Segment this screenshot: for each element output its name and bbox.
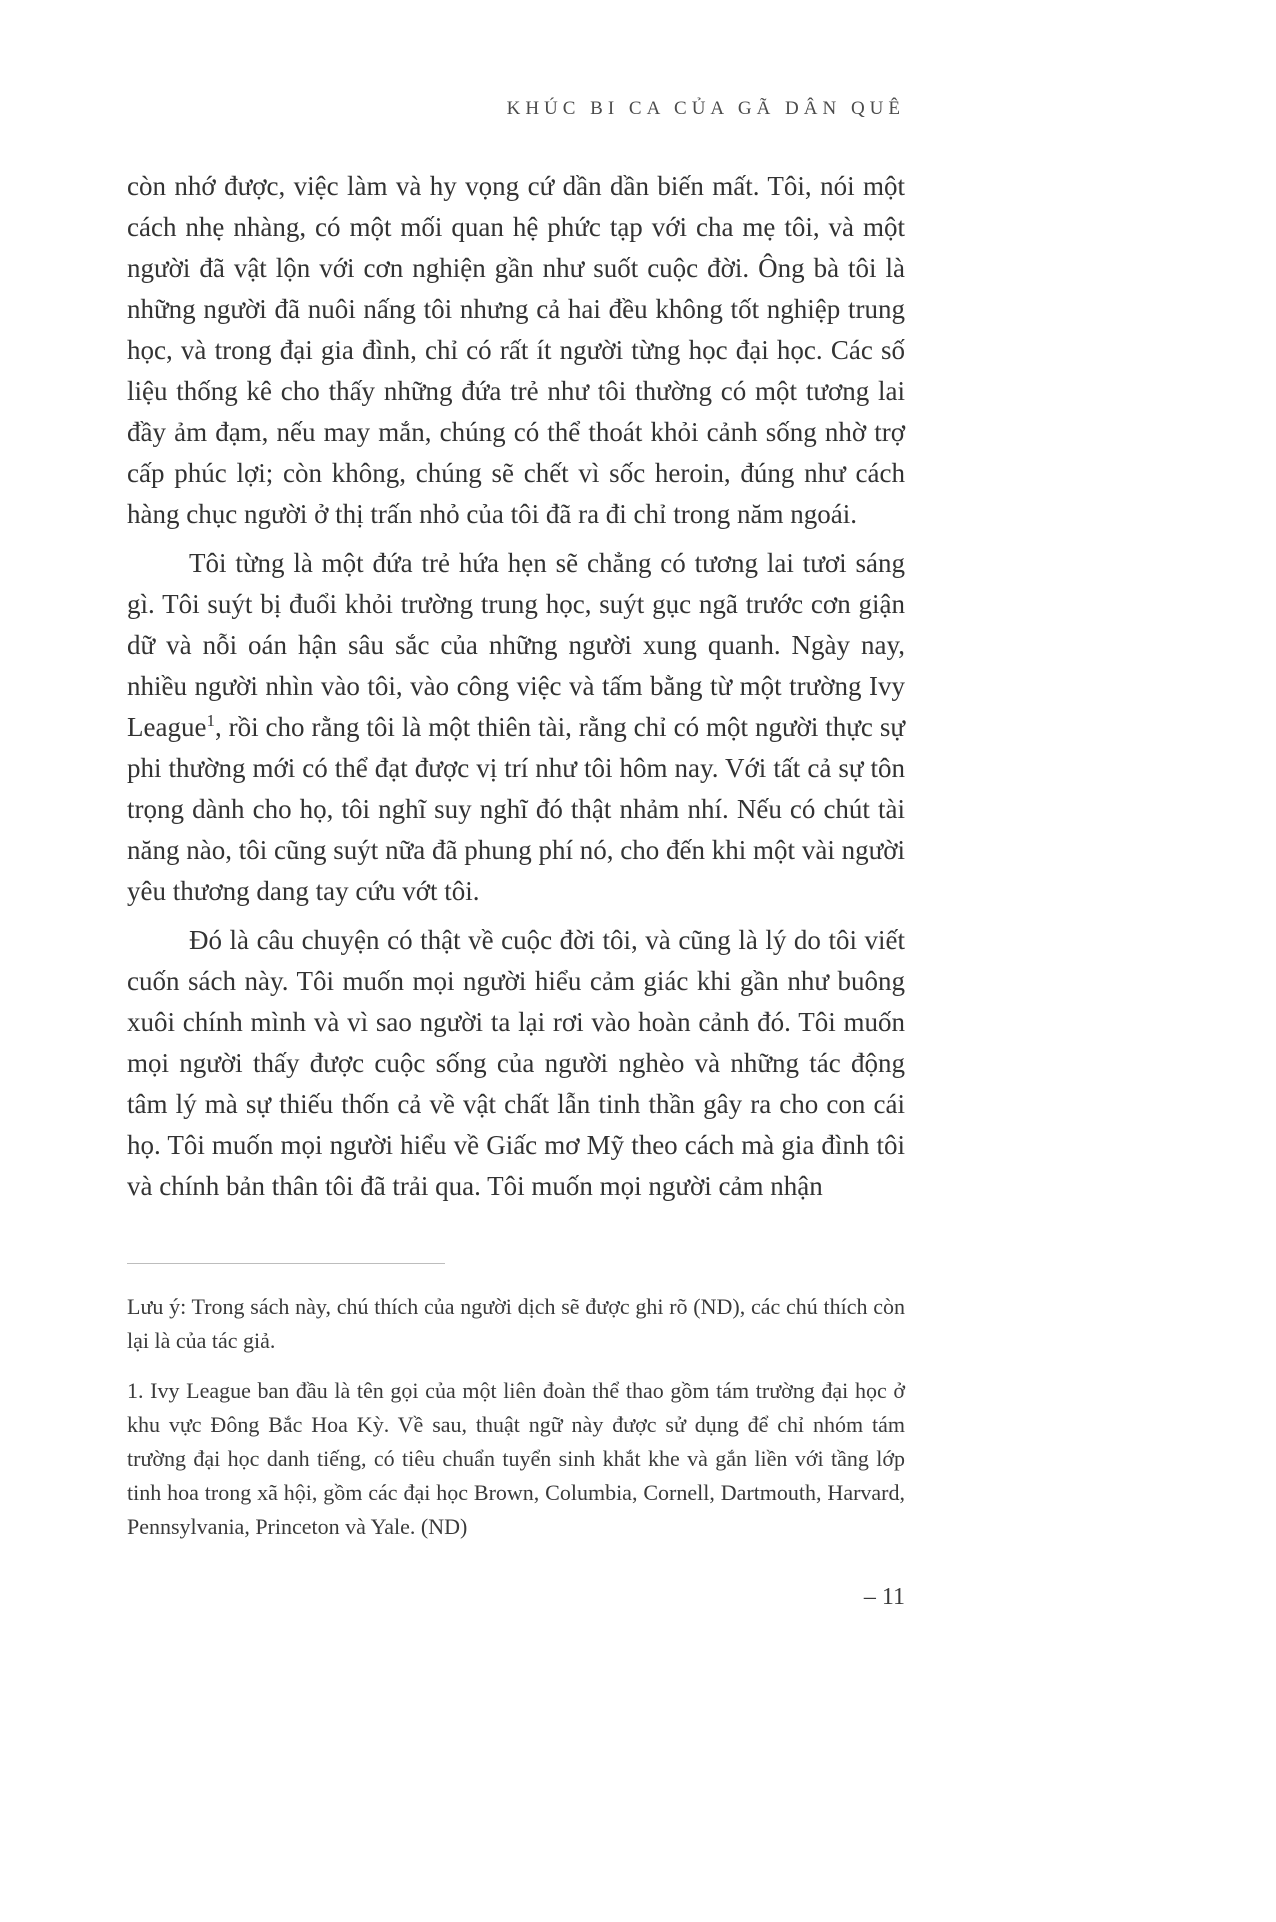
body-paragraph-3: Đó là câu chuyện có thật về cuộc đời tôi, và cũng là lý do tôi viết cuốn sách này. Tôi muốn mọi người hiểu cảm giác khi gần như buông xuôi chính mình và vì sao người ta lại rơi vào hoàn cảnh đó. Tôi muốn mọi người thấy được cuộc sống của người nghèo và những tác động tâm lý mà sự thiếu thốn cả về vật chất lẫn tinh thần gây ra cho con cái họ. Tôi muốn mọi người hiểu về Giấc mơ Mỹ theo cách mà gia đình tôi và chính bản thân tôi đã trải qua. Tôi muốn mọi người cảm nhận [127,925,905,1201]
running-header: KHÚC BI CA CỦA GÃ DÂN QUÊ [506,98,905,119]
footnote-divider [127,1263,445,1264]
body-paragraph-2 [127,543,905,912]
body-paragraph-1: còn nhớ được, việc làm và hy vọng cứ dần dần biến mất. Tôi, nói một cách nhẹ nhàng, có một mối quan hệ phức tạp với cha mẹ tôi, và một người đã vật lộn với cơn nghiện gần như suốt cuộc đời. Ông bà tôi là những người đã nuôi nấng tôi nhưng cả hai đều không tốt nghiệp trung học, và trong đại gia đình, chỉ có rất ít người từng học đại học. Các số liệu thống kê cho thấy những đứa trẻ như tôi thường có một tương lai đầy ảm đạm, nếu may mắn, chúng có thể thoát khỏi cảnh sống nhờ trợ cấp phúc lợi; còn không, chúng sẽ chết vì sốc heroin, đúng như cách hàng chục người ở thị trấn nhỏ của tôi đã ra đi chỉ trong năm ngoái. [127,171,905,529]
footnote-translator-note: Lưu ý: Trong sách này, chú thích của người dịch sẽ được ghi rõ (ND), các chú thích còn lại là của tác giả. [127,1294,905,1353]
body-text [127,166,905,1207]
paragraph-2-text-before-ref: Tôi từng là một đứa trẻ hứa hẹn sẽ chẳng có tương lai tươi sáng gì. Tôi suýt bị đuổi khỏi trường trung học, suýt gục ngã trước cơn giận dữ và nỗi oán hận sâu sắc của những người xung quanh. Ngày nay, nhiều người nhìn vào tôi, vào công việc và tấm bằng từ một trường Ivy League [127,548,905,742]
footnotes-section [127,1290,905,1544]
paragraph-2-text-after-ref: , rồi cho rằng tôi là một thiên tài, rằng chỉ có một người thực sự phi thường mới có thể đạt được vị trí như tôi hôm nay. Với tất cả sự tôn trọng dành cho họ, tôi nghĩ suy nghĩ đó thật nhảm nhí. Nếu có chút tài năng nào, tôi cũng suýt nữa đã phung phí nó, cho đến khi một vài người yêu thương dang tay cứu vớt tôi. [127,712,905,906]
page-number: – 11 [863,1584,905,1610]
footnote-1: 1. Ivy League ban đầu là tên gọi của một liên đoàn thể thao gồm tám trường đại học ở khu vực Đông Bắc Hoa Kỳ. Về sau, thuật ngữ này được sử dụng để chỉ nhóm tám trường đại học danh tiếng, có tiêu chuẩn tuyển sinh khắt khe và gắn liền với tầng lớp tinh hoa trong xã hội, gồm các đại học Brown, Columbia, Cornell, Dartmouth, Harvard, Pennsylvania, Princeton và Yale. (ND) [127,1378,905,1539]
footnote-ref-1: 1 [206,711,215,730]
